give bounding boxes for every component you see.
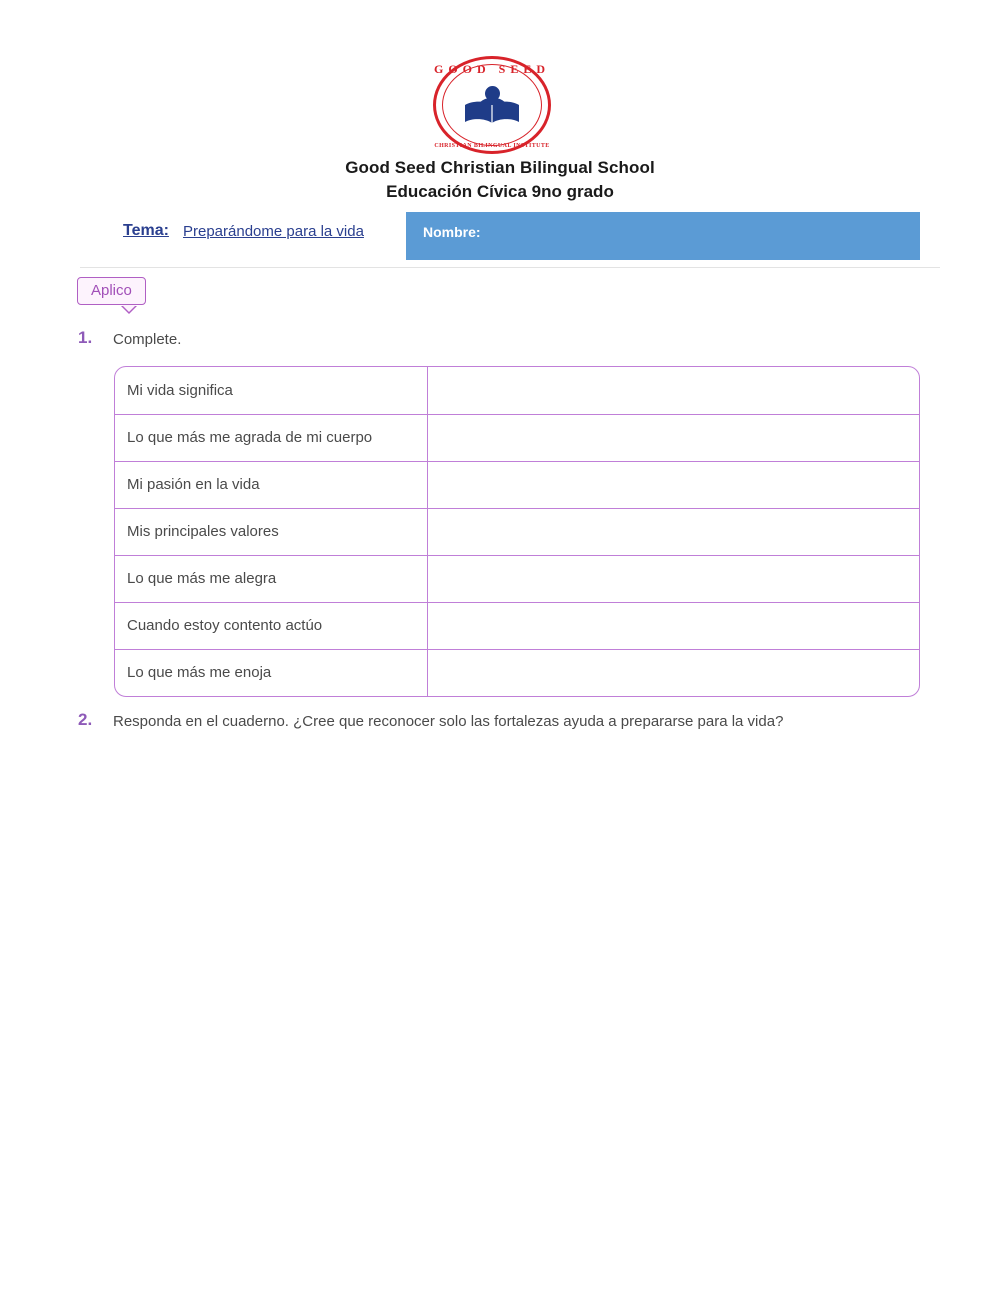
table-row <box>115 555 919 602</box>
nombre-label: Nombre: <box>423 224 481 240</box>
logo-sub-text: CHRISTIAN BILINGUAL INSTITUTE <box>434 143 550 149</box>
table-row-answer[interactable] <box>428 461 920 508</box>
tema-label: Tema: <box>123 222 169 239</box>
logo-arc-text: GOOD SEED <box>433 62 550 76</box>
header-divider <box>80 267 940 268</box>
course-title: Educación Cívica 9no grado <box>386 182 614 201</box>
table-row-label: Cuando estoy contento actúo <box>115 602 428 649</box>
section-tag-aplico: Aplico <box>77 277 146 305</box>
school-logo <box>433 56 555 156</box>
table-row <box>115 367 919 414</box>
item-1-text: Complete. <box>113 331 182 348</box>
table-row-label: Mi pasión en la vida <box>115 461 428 508</box>
school-name-title: Good Seed Christian Bilingual School <box>345 158 655 177</box>
table-row <box>115 414 919 461</box>
table-row <box>115 461 919 508</box>
table-row-answer[interactable] <box>428 414 920 461</box>
item-1-number: 1. <box>78 328 93 347</box>
nombre-field[interactable] <box>406 212 920 260</box>
table-row-label: Mi vida significa <box>115 367 428 414</box>
table-row <box>115 508 919 555</box>
table-row-label: Lo que más me enoja <box>115 649 428 696</box>
tema-nombre-row <box>80 212 920 260</box>
item-2-number: 2. <box>78 710 93 729</box>
table-row-answer[interactable] <box>428 508 920 555</box>
table-row <box>115 649 919 696</box>
logo-book-icon <box>463 100 521 126</box>
table-row-answer[interactable] <box>428 367 920 414</box>
table-row-label: Mis principales valores <box>115 508 428 555</box>
aplico-table <box>114 366 920 697</box>
tema-value: Preparándome para la vida <box>183 223 364 240</box>
table-row-label: Lo que más me agrada de mi cuerpo <box>115 414 428 461</box>
table-row <box>115 602 919 649</box>
table-row-answer[interactable] <box>428 555 920 602</box>
table-row-label: Lo que más me alegra <box>115 555 428 602</box>
table-row-answer[interactable] <box>428 649 920 696</box>
item-2-text: Responda en el cuaderno. ¿Cree que reconocer solo las fortalezas ayuda a prepararse para la vida? <box>113 713 784 730</box>
section-tag-tail-inner <box>122 305 136 312</box>
table-row-answer[interactable] <box>428 602 920 649</box>
